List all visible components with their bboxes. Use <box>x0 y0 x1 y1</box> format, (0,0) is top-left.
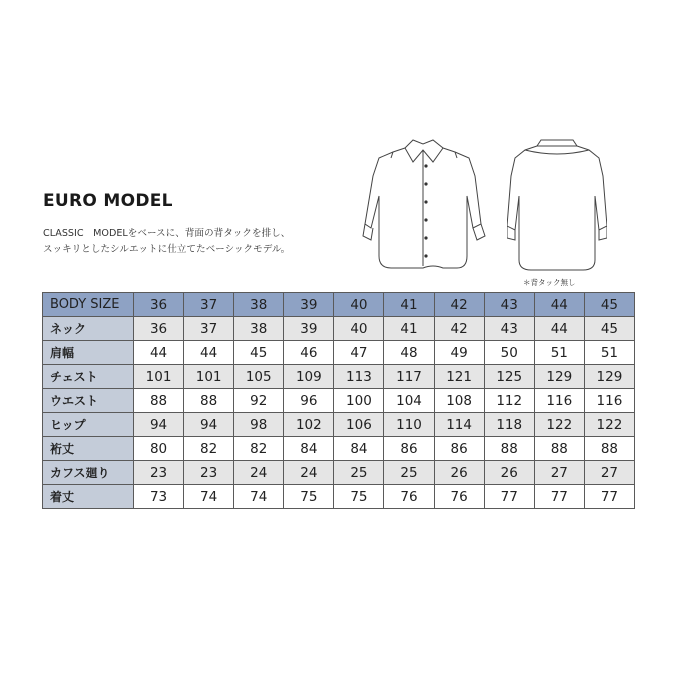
measurement-cell: 50 <box>484 341 534 365</box>
shirt-back-illustration <box>507 136 607 276</box>
measurement-cell: 92 <box>234 389 284 413</box>
measurement-cell: 51 <box>584 341 634 365</box>
measurement-cell: 106 <box>334 413 384 437</box>
measurement-cell: 47 <box>334 341 384 365</box>
measurement-cell: 114 <box>434 413 484 437</box>
measurement-cell: 88 <box>184 389 234 413</box>
measurement-cell: 38 <box>234 317 284 341</box>
measurement-cell: 88 <box>584 437 634 461</box>
model-title: EURO MODEL <box>43 191 173 211</box>
measurement-cell: 77 <box>584 485 634 509</box>
measurement-cell: 42 <box>434 317 484 341</box>
row-label: ヒップ <box>43 413 134 437</box>
measurement-cell: 122 <box>534 413 584 437</box>
size-header-cell: 40 <box>334 293 384 317</box>
measurement-cell: 26 <box>484 461 534 485</box>
measurement-cell: 117 <box>384 365 434 389</box>
table-row <box>43 437 635 461</box>
measurement-cell: 112 <box>484 389 534 413</box>
measurement-cell: 49 <box>434 341 484 365</box>
size-header-cell: 37 <box>184 293 234 317</box>
measurement-cell: 74 <box>234 485 284 509</box>
measurement-cell: 36 <box>134 317 184 341</box>
measurement-cell: 73 <box>134 485 184 509</box>
measurement-cell: 109 <box>284 365 334 389</box>
measurement-cell: 101 <box>184 365 234 389</box>
measurement-cell: 41 <box>384 317 434 341</box>
row-label: ウエスト <box>43 389 134 413</box>
measurement-cell: 43 <box>484 317 534 341</box>
row-label: 着丈 <box>43 485 134 509</box>
measurement-cell: 116 <box>534 389 584 413</box>
measurement-cell: 86 <box>434 437 484 461</box>
size-header-cell: 38 <box>234 293 284 317</box>
table-row <box>43 341 635 365</box>
measurement-cell: 75 <box>284 485 334 509</box>
description-line: CLASSIC MODELをベースに、背面の背タックを排し、 <box>43 228 291 239</box>
measurement-cell: 98 <box>234 413 284 437</box>
measurement-cell: 26 <box>434 461 484 485</box>
size-header-cell: 42 <box>434 293 484 317</box>
description-line: スッキリとしたシルエットに仕立てたベーシックモデル。 <box>43 244 291 255</box>
table-header-row <box>43 293 635 317</box>
measurement-cell: 46 <box>284 341 334 365</box>
table-row <box>43 389 635 413</box>
measurement-cell: 121 <box>434 365 484 389</box>
measurement-cell: 110 <box>384 413 434 437</box>
row-label: チェスト <box>43 365 134 389</box>
size-header-cell: 36 <box>134 293 184 317</box>
measurement-cell: 48 <box>384 341 434 365</box>
measurement-cell: 102 <box>284 413 334 437</box>
measurement-cell: 94 <box>134 413 184 437</box>
measurement-cell: 88 <box>484 437 534 461</box>
measurement-cell: 116 <box>584 389 634 413</box>
measurement-cell: 86 <box>384 437 434 461</box>
measurement-cell: 39 <box>284 317 334 341</box>
measurement-cell: 88 <box>134 389 184 413</box>
table-row <box>43 317 635 341</box>
measurement-cell: 100 <box>334 389 384 413</box>
measurement-cell: 74 <box>184 485 234 509</box>
table-row <box>43 485 635 509</box>
measurement-cell: 45 <box>584 317 634 341</box>
measurement-cell: 24 <box>284 461 334 485</box>
measurement-cell: 23 <box>184 461 234 485</box>
row-label: 裄丈 <box>43 437 134 461</box>
measurement-cell: 76 <box>384 485 434 509</box>
measurement-cell: 77 <box>534 485 584 509</box>
measurement-cell: 129 <box>584 365 634 389</box>
measurement-cell: 25 <box>384 461 434 485</box>
row-label: 肩幅 <box>43 341 134 365</box>
measurement-cell: 94 <box>184 413 234 437</box>
shirt-front-illustration <box>357 136 497 276</box>
measurement-cell: 82 <box>184 437 234 461</box>
measurement-cell: 125 <box>484 365 534 389</box>
measurement-cell: 96 <box>284 389 334 413</box>
row-label: ネック <box>43 317 134 341</box>
measurement-cell: 76 <box>434 485 484 509</box>
table-row <box>43 365 635 389</box>
measurement-cell: 118 <box>484 413 534 437</box>
measurement-cell: 82 <box>234 437 284 461</box>
measurement-cell: 27 <box>534 461 584 485</box>
measurement-cell: 27 <box>584 461 634 485</box>
table-row <box>43 413 635 437</box>
measurement-cell: 80 <box>134 437 184 461</box>
measurement-cell: 44 <box>134 341 184 365</box>
size-header-cell: 43 <box>484 293 534 317</box>
measurement-cell: 25 <box>334 461 384 485</box>
measurement-cell: 113 <box>334 365 384 389</box>
measurement-cell: 105 <box>234 365 284 389</box>
measurement-cell: 84 <box>334 437 384 461</box>
size-chart-table <box>42 292 635 509</box>
size-header-cell: 41 <box>384 293 434 317</box>
model-description <box>43 226 363 258</box>
measurement-cell: 77 <box>484 485 534 509</box>
measurement-cell: 108 <box>434 389 484 413</box>
measurement-cell: 51 <box>534 341 584 365</box>
size-header-cell: 44 <box>534 293 584 317</box>
table-row <box>43 461 635 485</box>
measurement-cell: 84 <box>284 437 334 461</box>
no-back-tuck-note: ＊背タック無し <box>523 278 576 287</box>
measurement-cell: 37 <box>184 317 234 341</box>
measurement-cell: 44 <box>184 341 234 365</box>
measurement-cell: 101 <box>134 365 184 389</box>
measurement-cell: 104 <box>384 389 434 413</box>
row-label: カフス廻り <box>43 461 134 485</box>
measurement-cell: 45 <box>234 341 284 365</box>
measurement-cell: 23 <box>134 461 184 485</box>
measurement-cell: 122 <box>584 413 634 437</box>
measurement-cell: 88 <box>534 437 584 461</box>
measurement-cell: 24 <box>234 461 284 485</box>
measurement-cell: 44 <box>534 317 584 341</box>
body-size-header: BODY SIZE <box>43 293 134 317</box>
measurement-cell: 40 <box>334 317 384 341</box>
measurement-cell: 129 <box>534 365 584 389</box>
measurement-cell: 75 <box>334 485 384 509</box>
size-header-cell: 45 <box>584 293 634 317</box>
size-header-cell: 39 <box>284 293 334 317</box>
